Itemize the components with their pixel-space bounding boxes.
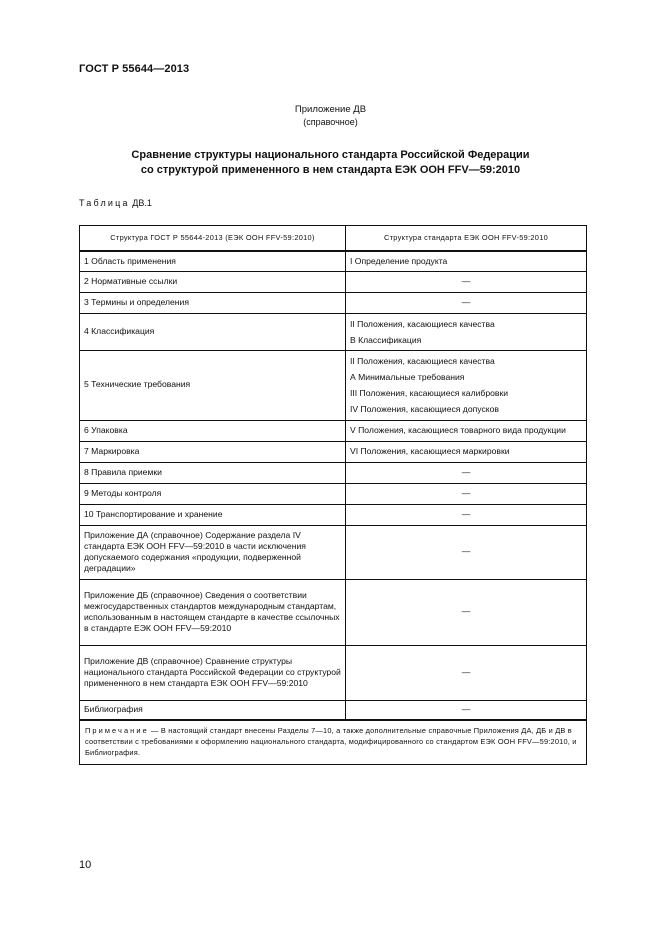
table-row	[80, 313, 587, 350]
table-header-row	[80, 226, 587, 252]
table-row	[80, 579, 587, 645]
table-caption-label: Таблица	[79, 198, 130, 208]
table-row	[80, 350, 587, 420]
row-right-cell: —	[346, 700, 587, 720]
appendix-title: Приложение ДВ	[294, 104, 367, 115]
row-right-cell	[346, 313, 587, 350]
row-left-cell: Библиография	[80, 700, 346, 720]
table-caption	[79, 198, 152, 208]
row-left-cell: 10 Транспортирование и хранение	[80, 504, 346, 525]
page-number: 10	[79, 859, 92, 871]
row-left-cell: 5 Технические требования	[80, 350, 346, 420]
table-row	[80, 483, 587, 504]
right-cell-line: III Положения, касающиеся калибровки	[350, 388, 509, 398]
row-right-cell: —	[346, 525, 587, 579]
table-caption-number: ДВ.1	[132, 198, 152, 208]
row-left-cell: 1 Область применения	[80, 251, 346, 271]
row-right-cell: I Определение продукта	[346, 251, 587, 271]
row-right-cell: VI Положения, касающиеся маркировки	[346, 441, 587, 462]
header-national-structure: Структура ГОСТ Р 55644-2013 (ЕЭК ООН FFV-59:2010)	[80, 226, 346, 252]
note-label: Примечание	[85, 726, 149, 735]
table-row	[80, 645, 587, 700]
row-left-cell: 7 Маркировка	[80, 441, 346, 462]
table-note	[80, 720, 587, 765]
table-row	[80, 441, 587, 462]
appendix-type: (справочное)	[303, 117, 358, 127]
table-row	[80, 420, 587, 441]
table-row	[80, 504, 587, 525]
comparison-table	[79, 225, 587, 765]
note-text: — В настоящий стандарт внесены Разделы 7—10, а также дополнительные справочные Приложения ДА, ДБ и ДВ в соответствии с требованиями к оформлению национального стандарта, модифицированного со стандартом ЕЭК ООН FFV—59:2010, и Библиография.	[85, 726, 577, 757]
row-right-cell: —	[346, 579, 587, 645]
row-right-cell: —	[346, 645, 587, 700]
table-row	[80, 251, 587, 271]
row-left-cell: Приложение ДА (справочное) Содержание раздела IV стандарта ЕЭК ООН FFV—59:2010 в части исключения допускаемого содержания «продукции, подверженной деградации»	[80, 525, 346, 579]
right-cell-line: II Положения, касающиеся качества	[350, 318, 495, 329]
table-row	[80, 292, 587, 313]
row-left-cell: 4 Классификация	[80, 313, 346, 350]
row-right-cell: —	[346, 292, 587, 313]
row-left-cell: 3 Термины и определения	[80, 292, 346, 313]
row-left-cell: 8 Правила приемки	[80, 462, 346, 483]
row-right-cell: —	[346, 271, 587, 292]
row-left-cell: Приложение ДВ (справочное) Сравнение структуры национального стандарта Российской Федерации со структурой примененного в нем стандарта ЕЭК ООН FFV—59:2010	[80, 645, 346, 700]
title-line-2: со структурой примененного в нем стандарта ЕЭК ООН FFV—59:2010	[140, 164, 521, 176]
title-line-1: Сравнение структуры национального стандарта Российской Федерации	[131, 149, 530, 161]
header-unece-structure: Структура стандарта ЕЭК ООН FFV-59:2010	[346, 226, 587, 252]
row-left-cell: 9 Методы контроля	[80, 483, 346, 504]
row-right-cell	[346, 350, 587, 420]
appendix-heading	[0, 104, 661, 128]
row-right-cell: —	[346, 483, 587, 504]
document-header: ГОСТ Р 55644—2013	[79, 63, 190, 75]
row-left-cell: 6 Упаковка	[80, 420, 346, 441]
row-right-cell: —	[346, 504, 587, 525]
row-left-cell: 2 Нормативные ссылки	[80, 271, 346, 292]
table-row	[80, 525, 587, 579]
table-row	[80, 462, 587, 483]
row-right-cell: V Положения, касающиеся товарного вида продукции	[346, 420, 587, 441]
right-cell-line: IV Положения, касающиеся допусков	[350, 404, 499, 414]
table-row	[80, 271, 587, 292]
right-cell-line: II Положения, касающиеся качества	[350, 356, 495, 366]
right-cell-line: В Классификация	[350, 334, 422, 345]
right-cell-line: А Минимальные требования	[350, 372, 465, 382]
table-row	[80, 700, 587, 720]
document-title	[0, 148, 661, 178]
row-right-cell: —	[346, 462, 587, 483]
table-note-row	[80, 720, 587, 765]
row-left-cell: Приложение ДБ (справочное) Сведения о соответствии межгосударственных стандартов международным стандартам, использованным в настоящем стандарте в качестве ссылочных в стандарте ЕЭК ООН FFV—59:2010	[80, 579, 346, 645]
